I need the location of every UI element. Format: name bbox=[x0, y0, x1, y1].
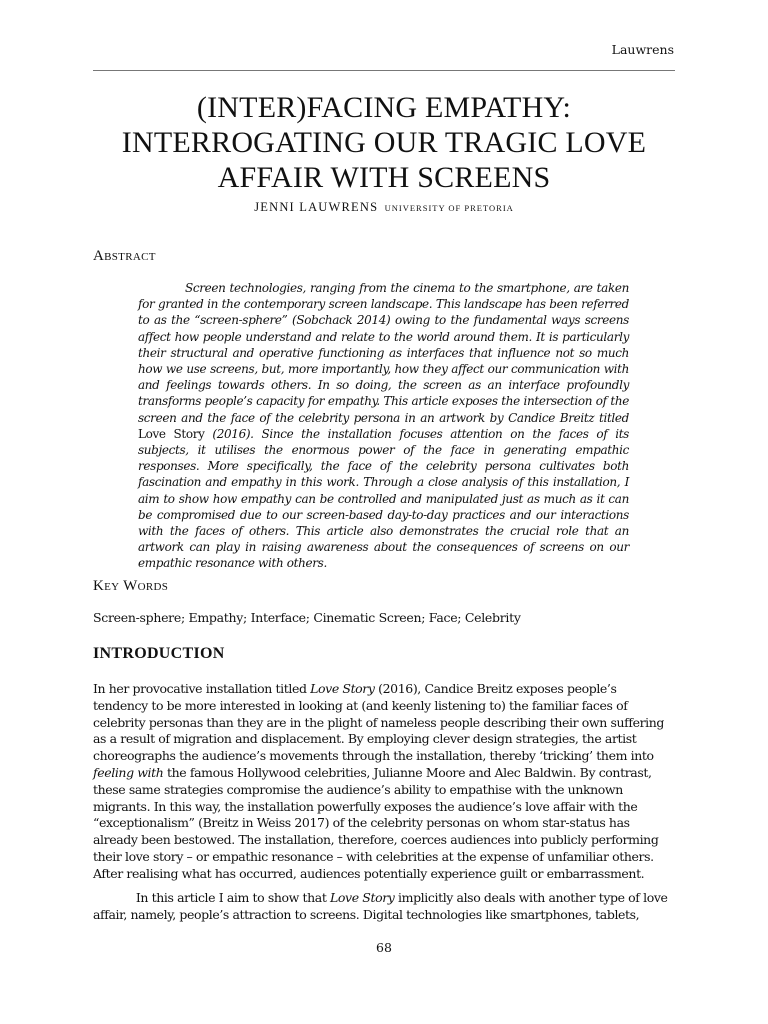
article-title bbox=[93, 90, 675, 195]
paragraph-line bbox=[93, 698, 677, 715]
text-run: choreographs the audience’s movements through the installation, thereby ‘tricking’ them into bbox=[93, 748, 654, 764]
text-run: In her provocative installation titled bbox=[93, 681, 311, 696]
text-run: celebrity personas than they are in the plight of nameless people describing their own suffering bbox=[93, 714, 664, 730]
byline bbox=[93, 200, 675, 215]
paragraph-line bbox=[93, 832, 677, 849]
paragraph-line bbox=[93, 849, 677, 866]
keywords-heading: Key Words bbox=[93, 578, 169, 594]
author-name: JENNI LAUWRENS bbox=[254, 200, 379, 214]
paragraph-line bbox=[93, 890, 677, 907]
abstract-heading: Abstract bbox=[93, 248, 156, 264]
text-run: migrants. In this way, the installation powerfully exposes the audience’s love affair with the bbox=[93, 798, 638, 814]
title-line-1: (INTER)FACING EMPATHY: bbox=[196, 91, 572, 124]
text-run: as a result of migration and displacement. By employing clever design strategies, the artist bbox=[93, 731, 637, 747]
paragraph-line bbox=[93, 681, 677, 698]
running-head: Lauwrens bbox=[611, 42, 674, 57]
header-rule bbox=[93, 70, 675, 71]
title-line-3: AFFAIR WITH SCREENS bbox=[217, 161, 551, 194]
paragraph-line bbox=[93, 815, 677, 832]
text-run: After realising what has occurred, audiences potentially experience guilt or embarrassment. bbox=[93, 865, 645, 881]
text-run: the famous Hollywood celebrities, Julianne Moore and Alec Baldwin. By contrast, bbox=[163, 764, 652, 780]
abstract-work-title: Love Story bbox=[138, 426, 205, 441]
paragraph-line bbox=[93, 866, 677, 883]
page-number: 68 bbox=[376, 940, 392, 955]
italic-run: Love Story bbox=[330, 890, 395, 905]
paragraph-line bbox=[93, 731, 677, 748]
text-run: “exceptionalism” (Breitz in Weiss 2017) of the celebrity personas on whom star-status has bbox=[93, 815, 630, 831]
paragraph-line bbox=[93, 715, 677, 732]
introduction-paragraph-2 bbox=[93, 890, 677, 924]
text-run: their love story – or empathic resonance – with celebrities at the expense of unfamiliar others. bbox=[93, 848, 654, 864]
italic-run: Love Story bbox=[310, 681, 375, 696]
title-line-2: INTERROGATING OUR TRAGIC LOVE bbox=[121, 126, 647, 159]
text-run: tendency to be more interested in looking at (and keenly listening to) the familiar faces of bbox=[93, 697, 628, 713]
text-run: these same strategies compromise the audience’s ability to empathise with the unknown bbox=[93, 781, 623, 797]
keywords-list: Screen-sphere; Empathy; Interface; Cinematic Screen; Face; Celebrity bbox=[93, 610, 521, 625]
author-affiliation: UNIVERSITY OF PRETORIA bbox=[384, 203, 514, 213]
introduction-heading: INTRODUCTION bbox=[93, 645, 225, 662]
abstract-text-part-1: Screen technologies, ranging from the cinema to the smartphone, are taken for granted in the contemporary screen landscape. This landscape has been referred to as the “screen-sphere” (Sobchack 2014) owing to the fundamental ways screens affect how people understand and relate to the world around them. It is particularly their structural and operative functioning as interfaces that influence not so much how we use screens, but, more importantly, how they affect our communication with and feelings towards others. In so doing, the screen as an interface profoundly transforms people’s capacity for empathy. This article exposes the intersection of the screen and the face of the celebrity persona in an artwork by Candice Breitz titled bbox=[138, 281, 629, 425]
abstract-body bbox=[138, 280, 629, 572]
paragraph-line bbox=[93, 799, 677, 816]
text-run: (2016), Candice Breitz exposes people’s bbox=[374, 681, 617, 696]
abstract-text-part-2: (2016). Since the installation focuses attention on the faces of its subjects, it utilises the enormous power of the face in generating empathic responses. More specifically, the face of the celebrity persona cultivates both fascination and empathy in this work. Through a close analysis of this installation, I aim to show how empathy can be controlled and manipulated just as much as it can be compromised due to our screen-based day-to-day practices and our interactions with the faces of others. This article also demonstrates the crucial role that an artwork can play in raising awareness about the consequences of screens on our empathic resonance with others. bbox=[138, 426, 629, 571]
paragraph-line bbox=[93, 782, 677, 799]
paragraph-line bbox=[93, 907, 677, 924]
text-run: implicitly also deals with another type of love bbox=[394, 890, 668, 905]
text-run: already been bestowed. The installation, therefore, coerces audiences into publicly performing bbox=[93, 832, 659, 848]
paragraph-line bbox=[93, 748, 677, 765]
text-run: affair, namely, people’s attraction to screens. Digital technologies like smartphones, tablets, bbox=[93, 906, 640, 922]
italic-run: feeling with bbox=[93, 764, 164, 780]
text-run: In this article I aim to show that bbox=[93, 890, 331, 905]
paragraph-line bbox=[93, 765, 677, 782]
introduction-paragraph-1 bbox=[93, 681, 677, 883]
